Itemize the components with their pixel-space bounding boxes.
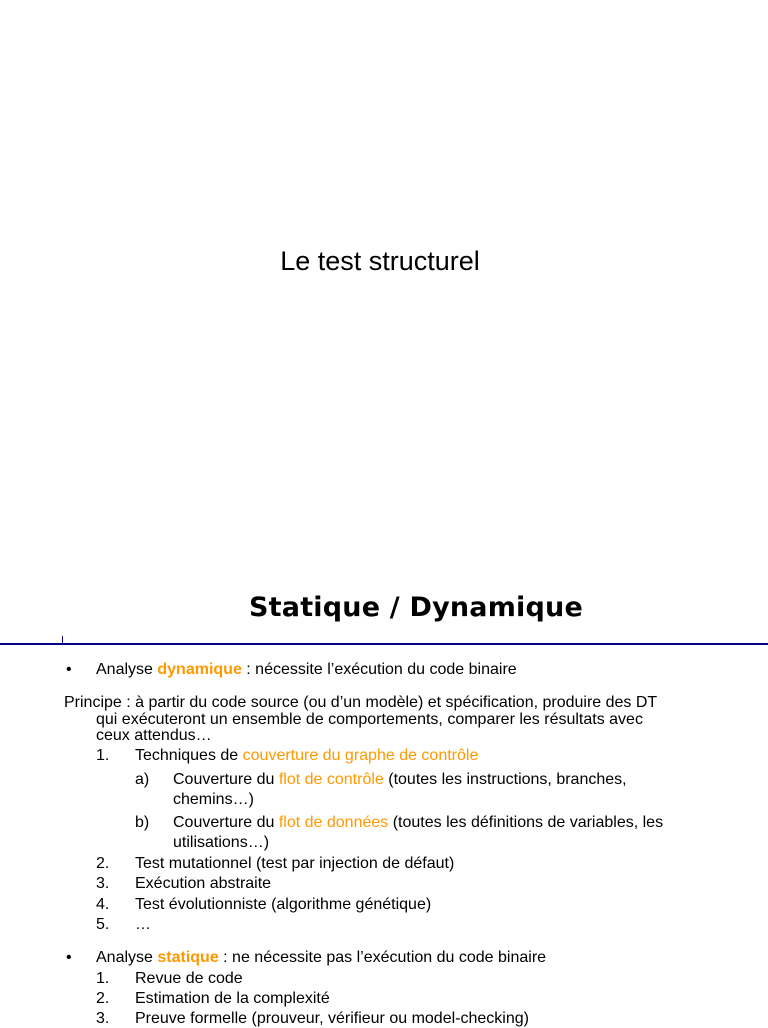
list-item: Revue de code: [135, 970, 243, 987]
bullet-dynamic-prefix: Analyse: [96, 661, 158, 678]
principle-line-3: ceux attendus…: [96, 727, 212, 744]
list-item-number: 2.: [96, 855, 110, 872]
list-item: Test évolutionniste (algorithme génétique): [135, 896, 432, 913]
bullet-dynamic-marker: •: [66, 661, 72, 678]
bullet-dynamic-keyword: dynamique: [157, 661, 242, 678]
bullet-static: [96, 948, 546, 967]
slide-title: Le test structurel: [280, 246, 480, 276]
sub-item-continuation: utilisations…): [173, 834, 270, 851]
sub-item-continuation: chemins…): [173, 791, 254, 808]
sub-item: [173, 770, 627, 789]
sub-item-letter: b): [135, 814, 150, 831]
list-item: [135, 746, 478, 765]
sub-item-prefix: Couverture du: [173, 771, 279, 788]
sub-item-suffix: (toutes les instructions, branches,: [383, 771, 627, 788]
bullet-static-keyword: statique: [157, 949, 219, 966]
list-item-number: 5.: [96, 916, 110, 933]
list-item-number: 1.: [96, 970, 110, 987]
list-item: Preuve formelle (prouveur, vérifieur ou model-checking): [135, 1010, 529, 1027]
bullet-dynamic-suffix: : nécessite l’exécution du code binaire: [241, 661, 517, 678]
sub-item: [173, 813, 663, 832]
list-item: Test mutationnel (test par injection de défaut): [135, 855, 455, 872]
sub-item-prefix: Couverture du: [173, 814, 279, 831]
list-item-number: 2.: [96, 990, 110, 1007]
list-item: …: [135, 916, 151, 933]
sub-item-suffix: (toutes les définitions de variables, les: [388, 814, 664, 831]
list-item-number: 1.: [96, 747, 110, 764]
slide-heading: Statique / Dynamique: [249, 592, 583, 623]
sub-item-letter: a): [135, 771, 150, 788]
heading-rule: [0, 643, 768, 645]
list-item-number: 4.: [96, 896, 110, 913]
list-item-highlight: couverture du graphe de contrôle: [242, 747, 479, 764]
bullet-dynamic: [96, 660, 517, 679]
list-item: Exécution abstraite: [135, 875, 272, 892]
list-item-prefix: Techniques de: [135, 747, 243, 764]
bullet-static-marker: •: [66, 949, 72, 966]
sub-item-highlight: flot de contrôle: [278, 771, 384, 788]
heading-rule-tick: [62, 636, 63, 643]
bullet-static-prefix: Analyse: [96, 949, 158, 966]
list-item-number: 3.: [96, 875, 110, 892]
principle-line-2: qui exécuteront un ensemble de comportements, comparer les résultats avec: [96, 711, 643, 728]
list-item-number: 3.: [96, 1010, 110, 1027]
list-item: Estimation de la complexité: [135, 990, 330, 1007]
principle-line-1: Principe : à partir du code source (ou d’un modèle) et spécification, produire des DT: [64, 694, 658, 711]
bullet-static-suffix: : ne nécessite pas l’exécution du code binaire: [218, 949, 547, 966]
sub-item-highlight: flot de données: [278, 814, 389, 831]
